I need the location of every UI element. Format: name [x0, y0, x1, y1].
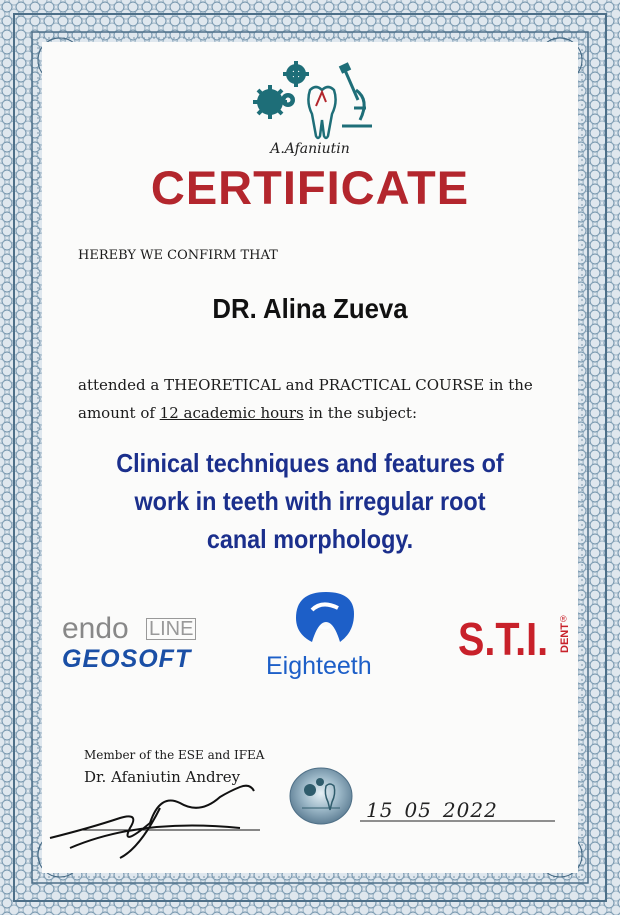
sti-dent-subtitle: DENT — [558, 623, 571, 653]
amount-prefix: amount of — [78, 404, 160, 422]
course-title-line-3: canal morphology. — [206, 524, 414, 554]
course-title-line-2: work in teeth with irregular root — [134, 486, 486, 516]
signer-name: Dr. Afaniutin Andrey — [84, 768, 241, 786]
confirm-statement: HEREBY WE CONFIRM THAT — [78, 248, 278, 263]
course-title-line-1: Clinical techniques and features of — [116, 448, 504, 478]
geosoft-logo: GEOSOFT — [62, 645, 192, 673]
afaniutin-logo-icon — [248, 60, 378, 142]
date-underline — [360, 818, 560, 824]
eighteeth-tooth-icon — [290, 588, 360, 646]
recipient-name: DR. Alina Zueva — [212, 293, 408, 324]
academic-hours: 12 academic hours — [159, 404, 304, 422]
registered-mark: ® — [560, 614, 567, 624]
certificate-title: CERTIFICATE — [150, 161, 470, 214]
endoline-line-text: LINE — [146, 618, 196, 640]
attendance-line-2 — [78, 404, 417, 422]
sti-dent-logo: S.T.I. — [458, 613, 549, 665]
endoline-logo: endo — [62, 612, 129, 645]
attendance-line-1: attended a THEORETICAL and PRACTICAL COURSE in the — [78, 376, 533, 394]
handwritten-signature — [40, 778, 270, 868]
hologram-seal — [288, 766, 354, 826]
membership-note: Member of the ESE and IFEA — [84, 748, 265, 762]
brand-signature: A.Afaniutin — [270, 141, 350, 157]
subject-suffix: in the subject: — [303, 404, 418, 422]
signature-date: 15_05_2022 — [366, 798, 498, 822]
eighteeth-logo: Eighteeth — [266, 652, 372, 680]
